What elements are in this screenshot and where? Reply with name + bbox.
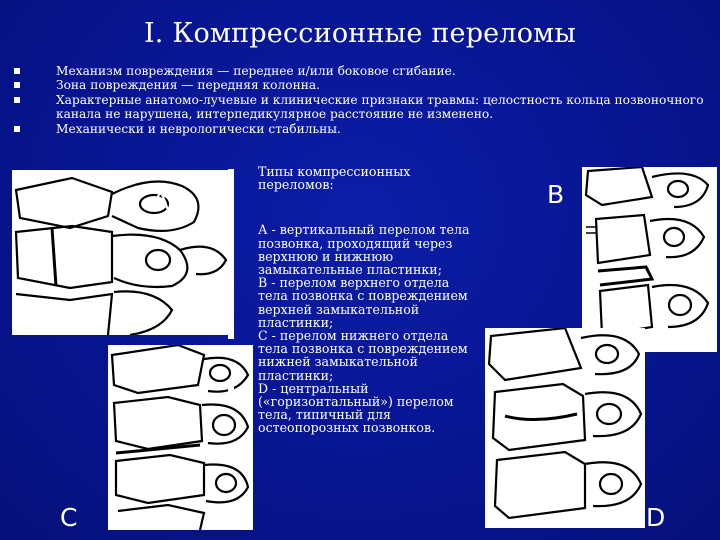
square-bullet-icon — [228, 386, 234, 392]
fracture-type-text: А - вертикальный перелом тела позвонка, проходящий через верхнюю и нижнюю замыкательные пластинки; — [258, 222, 470, 278]
vertebra-figure-a — [12, 170, 234, 335]
vertebra-drawing-b — [582, 167, 717, 352]
vertebra-drawing-d — [485, 328, 645, 528]
figure-label-d: D — [646, 503, 666, 532]
figure-label-c: С — [60, 503, 78, 532]
figure-label-a: А — [152, 186, 170, 215]
square-bullet-icon — [14, 68, 20, 74]
bullet-item-zone — [14, 78, 704, 92]
fracture-type-text: D - центральный («горизонтальный») перелом тела, типичный для остеопорозных позвонков. — [258, 380, 454, 436]
vertebra-drawing-a — [12, 170, 234, 335]
square-bullet-icon — [14, 126, 20, 132]
bullet-text: Механизм повреждения — переднее и/или боковое сгибание. — [56, 64, 456, 78]
fracture-type-text: С - перелом нижнего отдела тела позвонка с повреждением нижней замыкательной пластинки; — [258, 328, 468, 383]
fracture-type-d — [228, 382, 478, 435]
bullet-text: Зона повреждения — передняя колонна. — [56, 78, 320, 93]
square-bullet-icon — [228, 280, 234, 286]
square-bullet-icon — [14, 97, 20, 103]
main-bullet-list — [14, 64, 704, 136]
bullet-item-signs — [14, 93, 704, 122]
vertebra-figure-d — [485, 328, 645, 528]
fracture-type-b — [228, 276, 478, 329]
bullet-text: Механически и неврологически стабильны. — [56, 121, 341, 136]
bullet-item-stability — [14, 122, 704, 136]
square-bullet-icon — [14, 82, 20, 88]
vertebra-figure-b — [582, 167, 717, 352]
fracture-types-list — [228, 165, 478, 435]
fracture-type-c — [228, 329, 478, 382]
slide-title: I. Компрессионные переломы — [143, 18, 577, 49]
types-heading-item — [228, 165, 478, 191]
figure-label-b: В — [547, 180, 565, 209]
bullet-item-mechanism — [14, 64, 704, 78]
square-bullet-icon — [228, 169, 234, 175]
fracture-type-text: В - перелом верхнего отдела тела позвонка с повреждением верхней замыкательной пластинки; — [258, 275, 468, 330]
square-bullet-icon — [228, 227, 234, 233]
types-heading-text: Типы компрессионных переломов: — [258, 164, 411, 193]
bullet-text: Характерные анатомо-лучевые и клинические признаки травмы: целостность кольца позвоночного канала не нарушена, интерпедикулярное расстояние не изменено. — [56, 92, 704, 122]
fracture-type-a — [228, 223, 478, 276]
square-bullet-icon — [228, 333, 234, 339]
